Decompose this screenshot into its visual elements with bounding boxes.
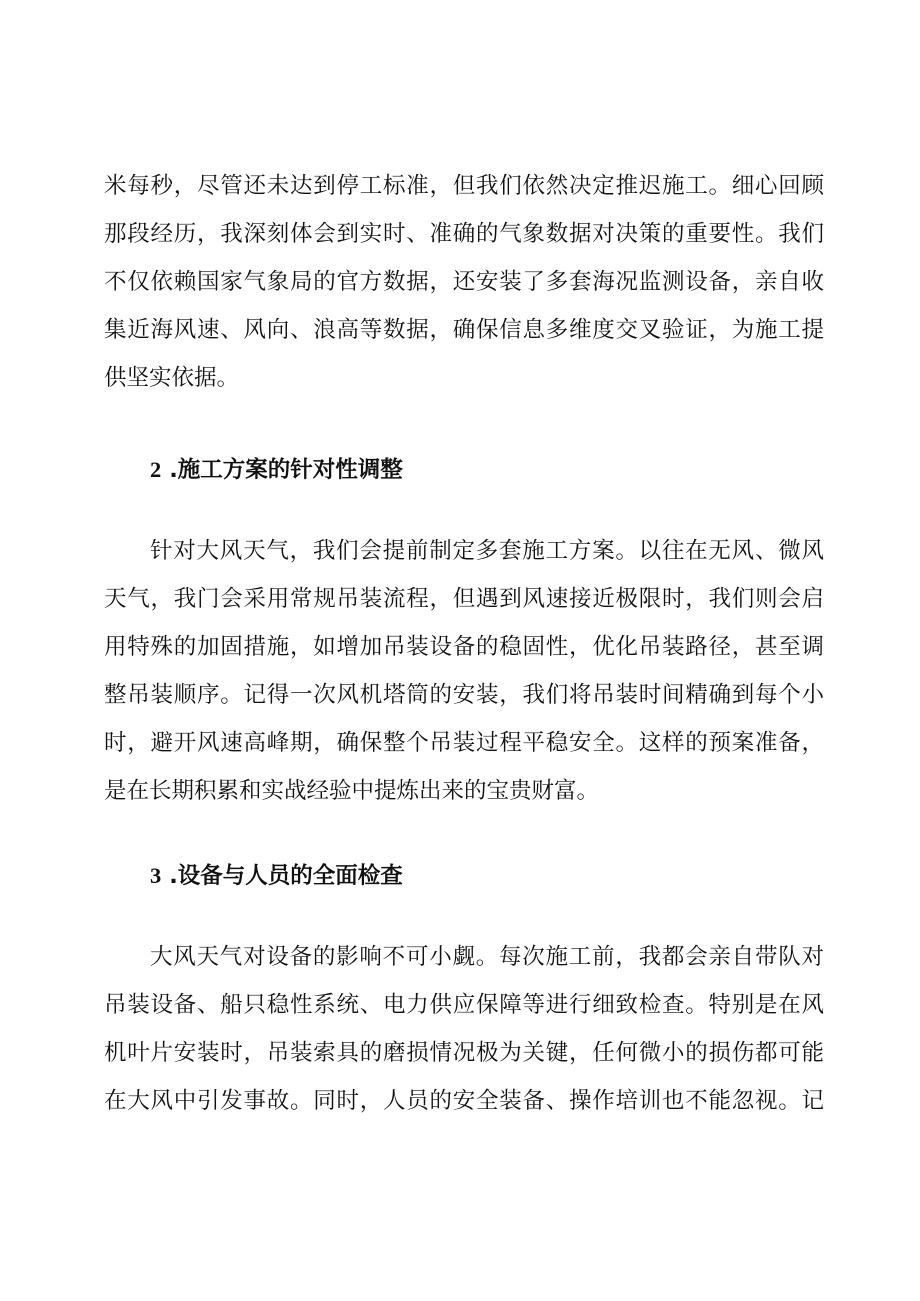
section-2-line-4: 整吊装顺序。记得一次风机塔筒的安装，我们将吊装时间精确到每个小: [104, 682, 824, 708]
section-2-heading: [150, 446, 403, 494]
paragraph-1-line-5: 供坚实依据。: [104, 365, 240, 391]
section-3-line-4: 在大风中引发事故。同时，人员的安全装备、操作培训也不能忽视。记: [104, 1088, 824, 1114]
paragraph-1-line-4: 集近海风速、风向、浪高等数据，确保信息多维度交叉验证，为施工提: [104, 317, 824, 343]
section-2-line-5: 时，避开风速高峰期，确保整个吊装过程平稳安全。这样的预案准备，: [104, 730, 824, 756]
section-3-line-1: 大风天气对设备的影响不可小觑。每次施工前，我都会亲自带队对: [150, 944, 824, 970]
section-3-heading: [150, 852, 403, 900]
section-2-line-3: 用特殊的加固措施，如增加吊装设备的稳固性，优化吊装路径，甚至调: [104, 634, 824, 660]
section-3-line-3: 机叶片安装时，吊装索具的磨损情况极为关键，任何微小的损伤都可能: [104, 1040, 824, 1066]
section-2-number: 2: [150, 457, 162, 482]
paragraph-1-line-3: 不仅依赖国家气象局的官方数据，还安装了多套海况监测设备，亲自收: [104, 269, 824, 295]
section-2-line-2: 天气，我门会采用常规吊装流程，但遇到风速接近极限时，我们则会启: [104, 586, 824, 612]
section-3-title: .设备与人员的全面检查: [169, 863, 403, 889]
section-2-title: .施工方案的针对性调整: [169, 457, 403, 483]
section-3-number: 3: [150, 863, 162, 888]
section-2-line-6: 是在长期积累和实战经验中提炼出来的宝贵财富。: [104, 778, 600, 804]
section-2-line-1: 针对大风天气，我们会提前制定多套施工方案。以往在无风、微风: [150, 538, 824, 564]
paragraph-1-line-1: 米每秒，尽管还未达到停工标准，但我们依然决定推迟施工。细心回顾: [104, 173, 824, 199]
paragraph-1-line-2: 那段经历，我深刻体会到实时、准确的气象数据对决策的重要性。我们: [104, 221, 824, 247]
section-3-line-2: 吊装设备、船只稳性系统、电力供应保障等进行细致检查。特别是在风: [104, 992, 824, 1018]
